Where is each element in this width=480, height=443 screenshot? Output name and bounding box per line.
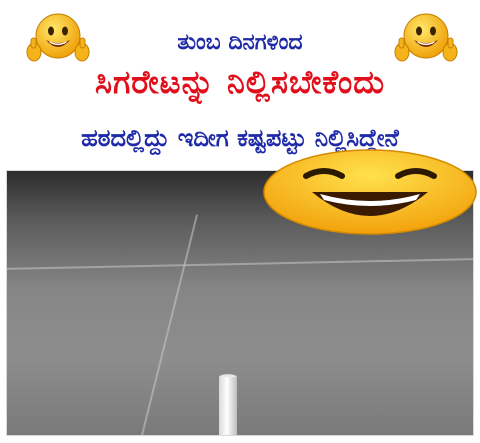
- floor-tile-line: [138, 214, 198, 436]
- laughing-smiley-icon: [262, 148, 478, 236]
- meme-caption-line-2: ಸಿಗರೇಟನ್ನು ನಿಲ್ಲಿಸಬೇಕೆಂದು: [94, 63, 386, 101]
- standing-cigarette: [213, 371, 243, 436]
- meme-header: [0, 0, 480, 168]
- floor-tile-line: [7, 258, 474, 270]
- meme-caption-line-3: ಹಠದಲ್ಲಿದ್ದು ಇದೀಗ ಕಷ್ಟಪಟ್ಟು ನಿಲ್ಲಿಸಿದ್ದೇನೆ: [81, 124, 399, 152]
- meme-caption-line-1: ತುಂಬ ದಿನಗಳಿಂದ: [177, 30, 303, 55]
